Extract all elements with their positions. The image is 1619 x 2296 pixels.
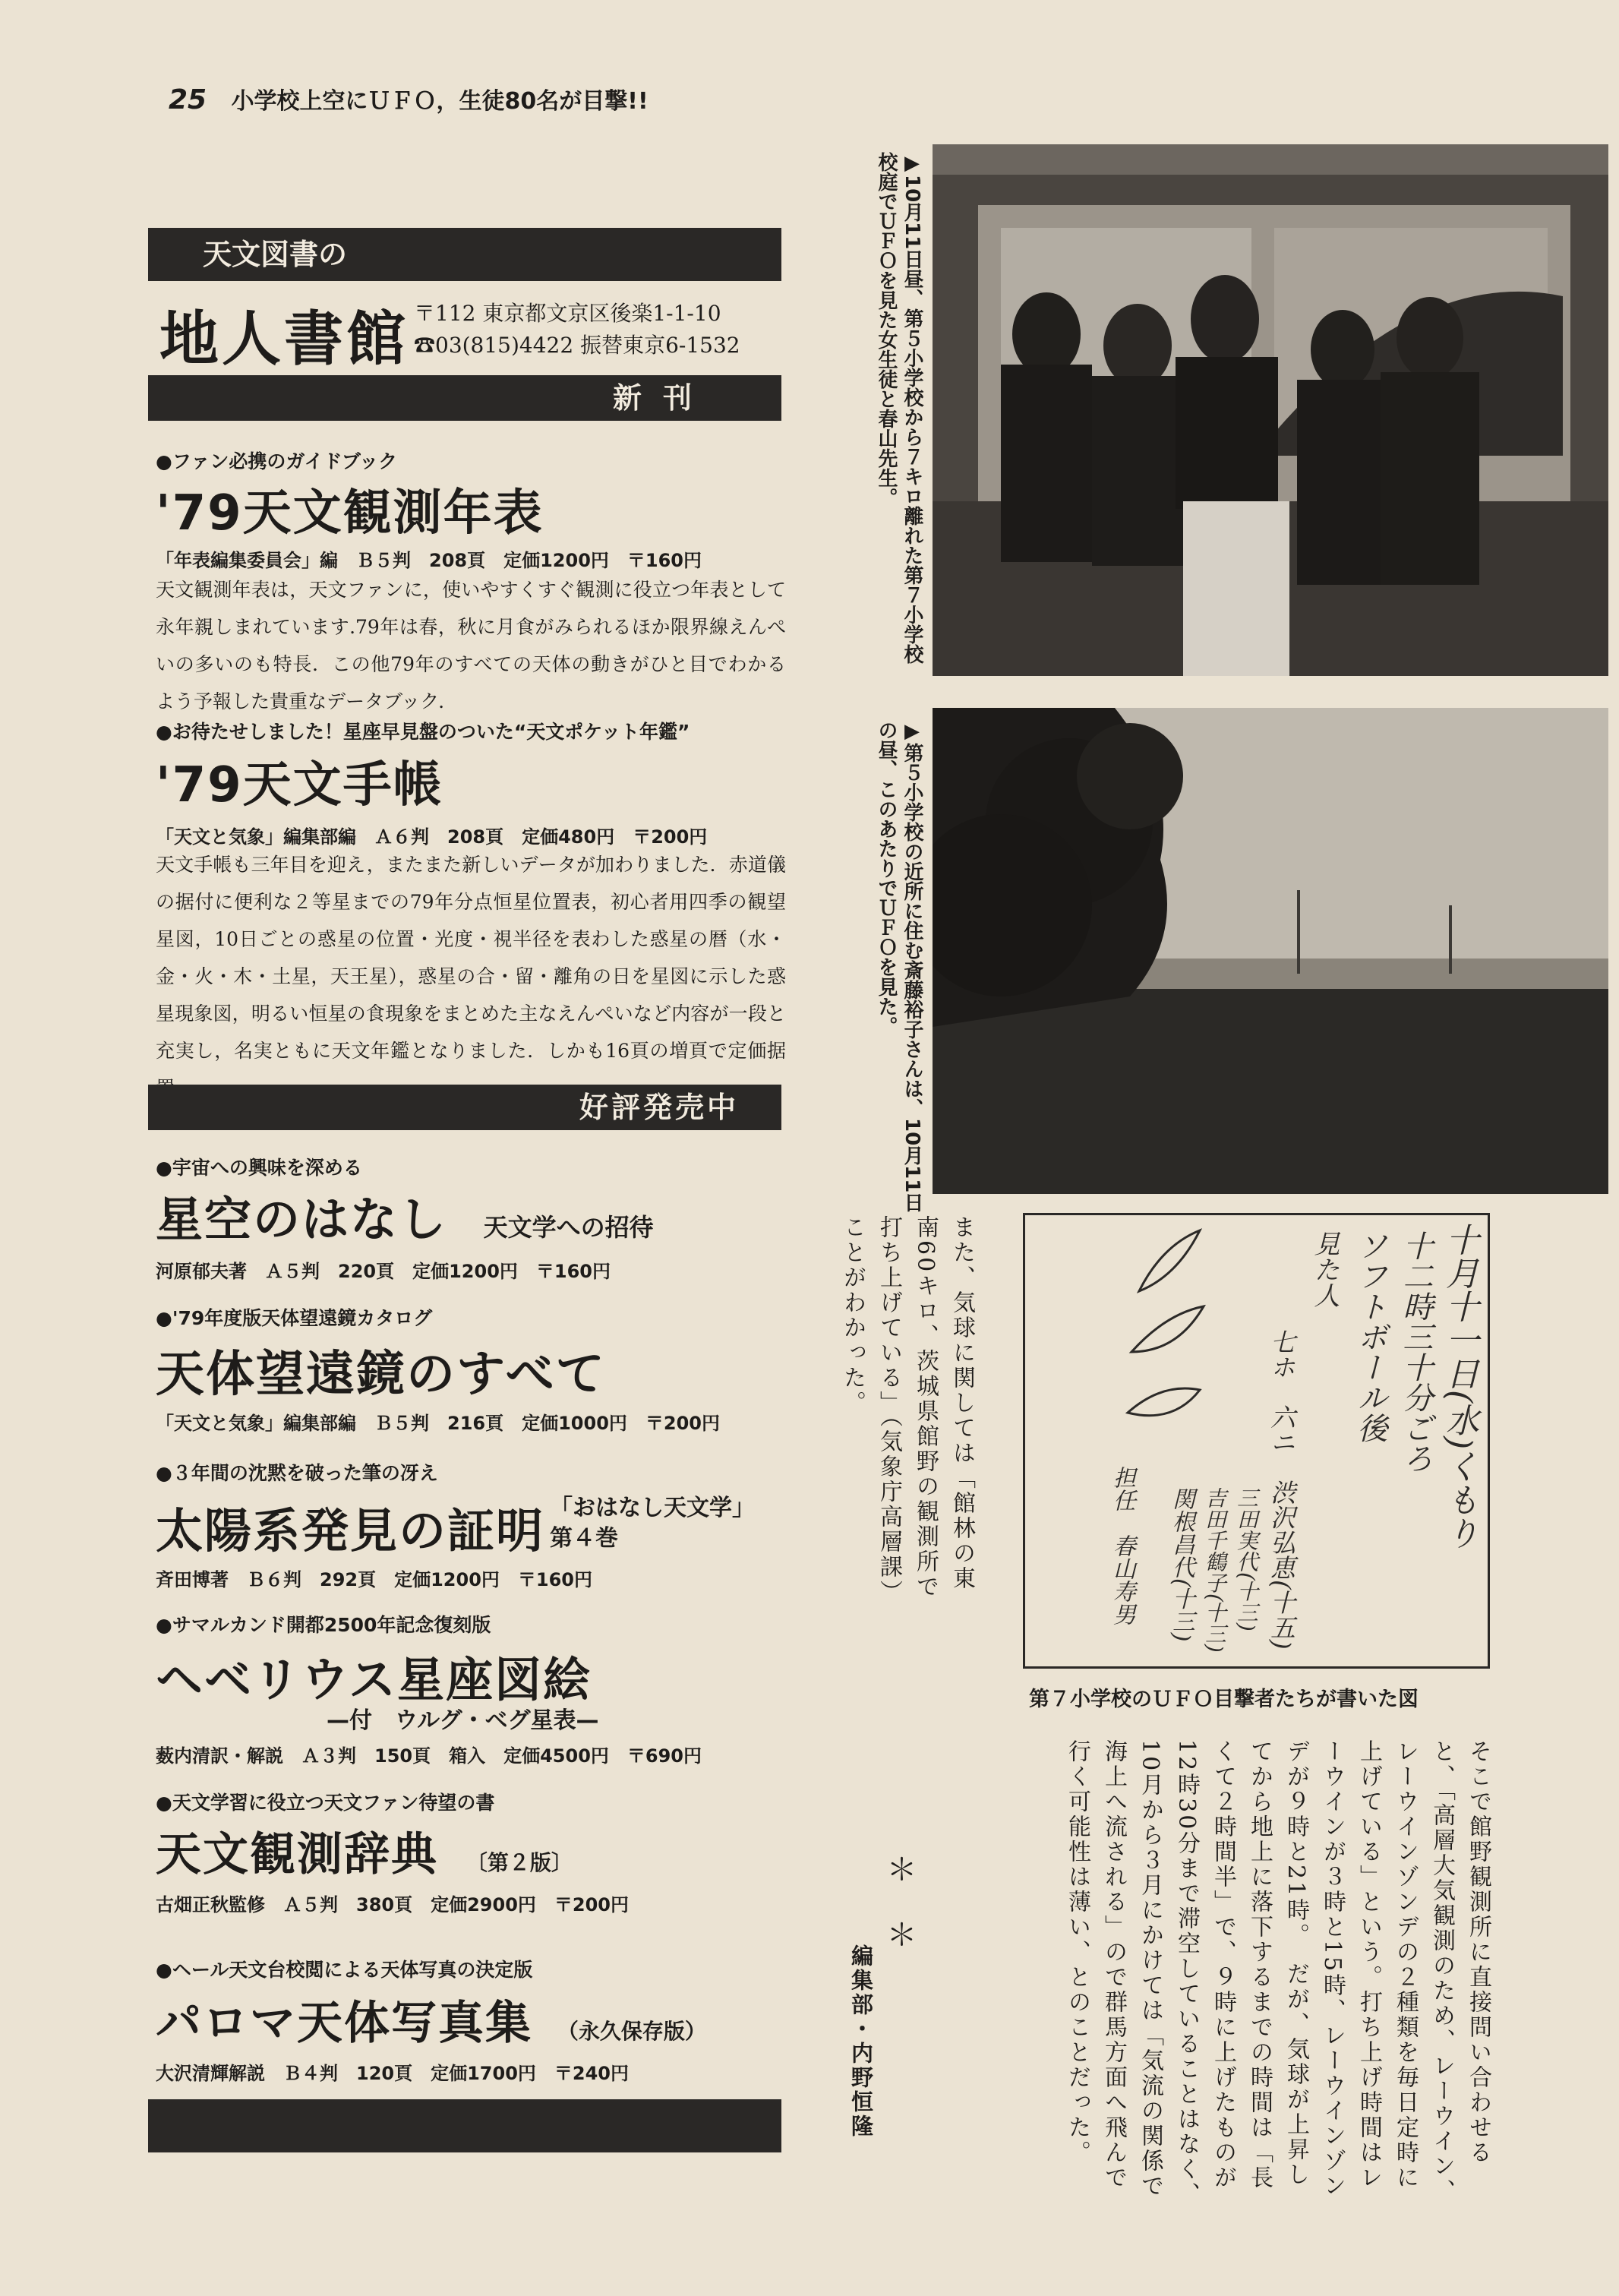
book-subtitle: （永久保存版） <box>557 2019 706 2044</box>
book-title-row <box>156 1818 573 1884</box>
book-spec: 大沢清輝解説 Ｂ４判 120頁 定価1700円 〒240円 <box>156 2063 629 2084</box>
book-title: パロマ天体写真集 <box>156 1997 532 2050</box>
photo1-caption: ▶10月11日昼、第５小学校から７キロ離れた第７小学校校庭でＵＦＯを見た女生徒と春山先生。 <box>875 152 923 665</box>
book-title: 天文観測辞典 <box>156 1828 438 1881</box>
book-subtitle: —付 ウルグ・ベグ星表— <box>327 1707 599 1734</box>
book-tagline: ●サマルカンド開都2500年記念復刻版 <box>156 1614 491 1636</box>
book-description: 天文観測年表は，天文ファンに，使いやすくすぐ観測に役立つ年表として永年親しまれています.79年は春，秋に月食がみられるほか限界線えんぺいの多いのも特長．この他79年のすべての天体の動きがひと目でわかるよう予報した貴重なデータブック． <box>156 579 786 712</box>
article-column-2: そこで館野観測所に直接問い合わせると、「高層大気観測のため、レーウイン、レーウインゾンデの２種類を毎日定時に上げている」という。打ち上げ時間はレーウインが３時と15時、レーウインゾンデが９時と21時。 だが、気球が上昇してから地上に落下するまでの時間は「長くて２時間半」で、９時に上げたものが12時30分まで滞空していることはなく、10月から３月にかけては「気流の関係で海上へ流される」ので群馬方面へ飛んで行く可能性は薄い、とのことだった。 <box>1064 1739 1491 2208</box>
book-title: ヘベリウス星座図絵 <box>156 1652 592 1707</box>
photo-field-landscape-image <box>933 708 1608 1194</box>
book-title: 太陽系発見の証明 <box>156 1503 545 1559</box>
book-tagline: ●宇宙への興味を深める <box>156 1157 362 1179</box>
photo-students-teacher <box>933 144 1608 676</box>
photo2-caption: ▶第５小学校の近所に住む斎藤裕子さんは、10月11日の昼、このあたりでＵＦＯを見た。 <box>875 720 923 1213</box>
hw-witness-2: 三田実代(十三) <box>1234 1487 1259 1631</box>
book-spec: 古畑正秋監修 Ａ５判 380頁 定価2900円 〒200円 <box>156 1894 629 1915</box>
ad-bottom-bar <box>148 2099 781 2152</box>
book-title-row <box>156 1987 706 2052</box>
book-title: '79天文観測年表 <box>156 485 544 542</box>
address-line-1: 〒112 東京都文京区後楽1-1-10 <box>414 301 721 326</box>
article-separator: ＊ ＊ <box>882 1853 917 1951</box>
book-spec: 河原郁夫著 Ａ５判 220頁 定価1200円 〒160円 <box>156 1261 611 1282</box>
book-spec: 「天文と気象」編集部編 Ｂ５判 216頁 定価1000円 〒200円 <box>156 1413 720 1434</box>
book-title-row <box>156 1182 654 1249</box>
book-title: 星空のはなし <box>156 1192 448 1247</box>
hw-witness-3: 吉田千鶴子(十三) <box>1202 1487 1227 1653</box>
hw-date: 十月十一日(水)くもり <box>1440 1223 1479 1550</box>
bestseller-bar: 好評発売中 <box>148 1085 781 1130</box>
book-spec: 「天文と気象」編集部編 Ａ６判 208頁 定価480円 〒200円 <box>156 826 708 848</box>
address-line-2: ☎03(815)4422 振替東京6-1532 <box>414 333 740 358</box>
book-title: '79天文手帳 <box>156 757 443 813</box>
book-spec: 「年表編集委員会」編 Ｂ５判 208頁 定価1200円 〒160円 <box>156 550 702 571</box>
article-column-1: また、気球に関しては「館林の東南60キロ、茨城県館野の観測所で打ち上げている」（気象庁高層課）ことがわかった。 <box>839 1215 975 1605</box>
book-subtitle: 天文学への招待 <box>483 1213 654 1242</box>
photo-students-teacher-image <box>933 144 1608 676</box>
page-header <box>169 82 649 115</box>
witness-drawing-figure <box>1023 1213 1490 1669</box>
photo-field-landscape <box>933 708 1608 1194</box>
hw-teacher: 担任 春山寿男 <box>1109 1466 1135 1625</box>
book-tagline: ●'79年度版天体望遠鏡カタログ <box>156 1307 433 1329</box>
page-number: 25 <box>169 84 207 115</box>
book-subtitle: 〔第２版〕 <box>466 1850 573 1875</box>
book-tagline: ●ファン必携のガイドブック <box>156 450 398 472</box>
book-tagline: ●ヘール天文台校閲による天体写真の決定版 <box>156 1959 533 1981</box>
page-header-title: 小学校上空にＵＦＯ，生徒80名が目撃!! <box>231 88 649 115</box>
publisher-address <box>414 298 740 362</box>
hw-witness-1: 七ホ 六ニ 渋沢弘恵(十五) <box>1267 1329 1296 1650</box>
book-tagline: ●天文学習に役立つ天文ファン待望の書 <box>156 1792 495 1814</box>
hw-after: ソフトボール後 <box>1352 1230 1387 1443</box>
figure-caption: 第７小学校のＵＦＯ目撃者たちが書いた図 <box>1029 1688 1419 1711</box>
book-tagline: ●お待たせしました！星座早見盤のついた“天文ポケット年鑑” <box>156 721 690 743</box>
new-releases-bar: 新刊 <box>148 375 781 421</box>
book-spec: 斉田博著 Ｂ６判 292頁 定価1200円 〒160円 <box>156 1569 592 1590</box>
publisher-name: 地人書館 <box>159 305 409 374</box>
book-subtitle: 「おはなし天文学」第４巻 <box>550 1495 755 1552</box>
ufo-sketch-icon <box>1109 1223 1223 1458</box>
ad-top-bar: 天文図書の <box>148 228 781 281</box>
book-spec: 薮内清訳・解説 Ａ３判 150頁 箱入 定価4500円 〒690円 <box>156 1745 702 1767</box>
hw-witnesses-label: 見た人 <box>1309 1230 1340 1308</box>
book-title: 天体望遠鏡のすべて <box>156 1347 606 1403</box>
book-description: 天文手帳も三年目を迎え，またまた新しいデータが加わりました．赤道儀の据付に便利な２等星までの79年分点恒星位置表，初心者用四季の観望星図，10日ごとの惑星の位置・光度・視半径を表わした惑星の暦（水・金・火・木・土星，天王星），惑星の合・留・離角の日を星図に示した惑星現象図，明るい恒星の食現象をまとめた主なえんぺいなど内容が一段と充実し，名実ともに天文年鑑となりました．しかも16頁の増頁で定価据 <box>156 854 786 1062</box>
book-tagline: ●３年間の沈黙を破った筆の冴え <box>156 1462 438 1484</box>
hw-time: 十二時三十分ごろ <box>1398 1230 1433 1473</box>
hw-witness-4: 関根昌代(十三) <box>1168 1487 1195 1642</box>
article-byline: 編集部・内野恒隆 <box>848 1944 874 2139</box>
